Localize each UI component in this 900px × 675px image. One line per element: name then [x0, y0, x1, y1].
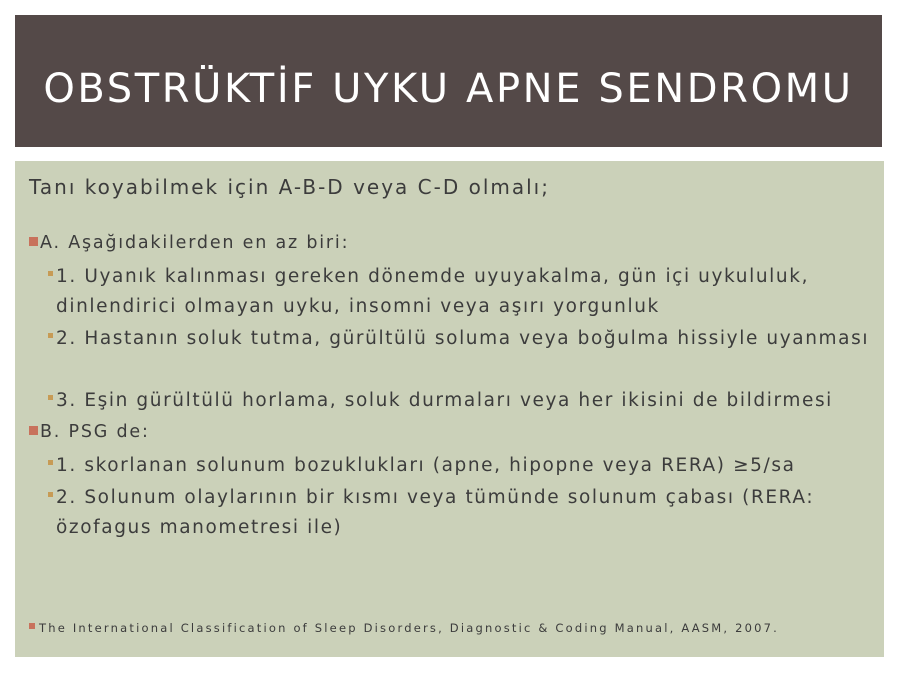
list-item-text: 1. Uyanık kalınması gereken dönemde uyuyakalma, gün içi uykululuk, dinlendirici olmayan uyku, insomni veya aşırı yorgunluk: [56, 266, 810, 317]
square-bullet-icon: [29, 426, 38, 435]
square-bullet-icon: [48, 395, 53, 400]
square-bullet-icon: [48, 333, 53, 338]
section-a-heading: A. Aşağıdakilerden en az biri:: [29, 233, 349, 253]
section-b-heading: B. PSG de:: [29, 422, 150, 442]
content-box: [15, 161, 884, 657]
square-bullet-icon: [29, 237, 38, 246]
list-item-text: 2. Hastanın soluk tutma, gürültülü soluma veya boğulma hissiyle uyanması: [56, 328, 870, 349]
list-item: [45, 324, 880, 354]
list-item: [45, 451, 880, 481]
square-bullet-icon: [29, 623, 35, 629]
title-bar: [15, 15, 882, 147]
list-item-text: 1. skorlanan solunum bozuklukları (apne, hipopne veya RERA) ≥5/sa: [56, 455, 796, 476]
slide-title: OBSTRÜKTİF UYKU APNE SENDROMU: [43, 66, 854, 112]
list-item: [45, 386, 880, 416]
square-bullet-icon: [48, 492, 53, 497]
list-item-text: 2. Solunum olaylarının bir kısmı veya tümünde solunum çabası (RERA: özofagus manometresi ile): [56, 487, 815, 538]
square-bullet-icon: [48, 271, 53, 276]
intro-text: Tanı koyabilmek için A-B-D veya C-D olmalı;: [29, 175, 550, 199]
square-bullet-icon: [48, 460, 53, 465]
list-item-text: 3. Eşin gürültülü horlama, soluk durmaları veya her ikisini de bildirmesi: [56, 390, 833, 411]
list-item: [45, 483, 880, 543]
list-item: [45, 262, 880, 322]
reference-note: The International Classification of Sleep Disorders, Diagnostic & Coding Manual, AASM, 2007.: [29, 621, 779, 635]
